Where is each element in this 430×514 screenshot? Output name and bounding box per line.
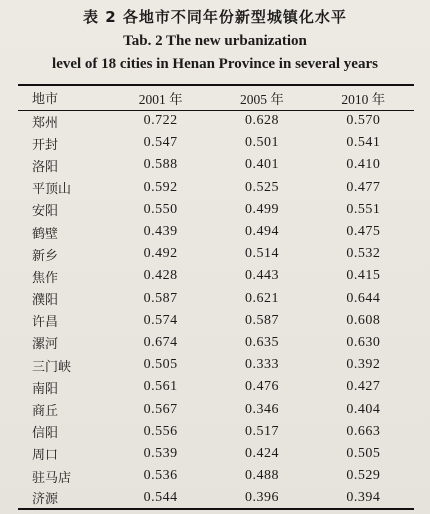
value-2001-cell: 0.428 — [143, 268, 178, 284]
city-cell: 焦作 — [32, 270, 59, 286]
value-2010-cell: 0.415 — [346, 268, 381, 284]
value-2010-cell: 0.630 — [346, 334, 381, 350]
value-2005-cell: 0.514 — [244, 246, 279, 262]
city-cell: 商丘 — [32, 404, 59, 420]
value-2001-cell: 0.588 — [143, 157, 178, 173]
value-2005-cell: 0.494 — [244, 224, 279, 240]
value-2005-cell: 0.396 — [244, 489, 279, 505]
value-2001-cell: 0.567 — [143, 401, 178, 417]
city-cell: 洛阳 — [32, 159, 59, 175]
value-2010-cell: 0.392 — [346, 357, 381, 373]
value-2001-cell: 0.544 — [143, 489, 178, 505]
value-2001-cell: 0.592 — [143, 179, 178, 195]
table-row — [18, 243, 414, 265]
value-2010-cell: 0.532 — [346, 246, 381, 262]
value-2010-cell: 0.427 — [346, 379, 381, 395]
table-title-english-line-2: level of 18 cities in Henan Province in several years — [52, 56, 378, 72]
value-2010-cell: 0.394 — [346, 489, 381, 505]
city-cell: 鹤壁 — [32, 226, 59, 242]
value-2010-cell: 0.410 — [346, 157, 381, 173]
city-cell: 濮阳 — [32, 293, 59, 309]
table-row — [18, 354, 414, 376]
city-cell: 平顶山 — [32, 182, 72, 198]
value-2005-cell: 0.517 — [244, 423, 279, 439]
value-2001-cell: 0.574 — [143, 312, 178, 328]
value-2005-cell: 0.346 — [244, 401, 279, 417]
value-2005-cell: 0.424 — [244, 445, 279, 461]
header-2010: 2010 年 — [341, 91, 386, 107]
value-2010-cell: 0.529 — [346, 468, 381, 484]
table-row — [18, 310, 414, 332]
value-2005-cell: 0.525 — [244, 179, 279, 195]
value-2010-cell: 0.404 — [346, 401, 381, 417]
value-2005-cell: 0.476 — [244, 379, 279, 395]
city-cell: 新乡 — [32, 248, 59, 264]
value-2001-cell: 0.539 — [143, 445, 178, 461]
value-2001-cell: 0.439 — [143, 224, 178, 240]
value-2005-cell: 0.443 — [244, 268, 279, 284]
value-2010-cell: 0.663 — [346, 423, 381, 439]
city-cell: 济源 — [32, 492, 59, 508]
table-row — [18, 132, 414, 154]
value-2005-cell: 0.333 — [244, 357, 279, 373]
table-row — [18, 221, 414, 243]
value-2005-cell: 0.587 — [244, 312, 279, 328]
table-row — [18, 199, 414, 221]
value-2005-cell: 0.401 — [244, 157, 279, 173]
value-2001-cell: 0.722 — [143, 113, 178, 129]
value-2005-cell: 0.488 — [244, 468, 279, 484]
city-cell: 漯河 — [32, 337, 59, 353]
header-2005: 2005 年 — [240, 91, 284, 107]
table-header-row — [18, 85, 414, 110]
table-row — [18, 443, 414, 465]
table-row — [18, 487, 414, 509]
table-row — [18, 421, 414, 443]
table-title-chinese: 表 2 各地市不同年份新型城镇化水平 — [83, 8, 347, 26]
table-row — [18, 332, 414, 354]
table-title-english-line-1: Tab. 2 The new urbanization — [123, 33, 307, 49]
value-2001-cell: 0.550 — [143, 201, 178, 217]
value-2010-cell: 0.644 — [346, 290, 381, 306]
city-cell: 信阳 — [32, 426, 59, 442]
table-row — [18, 465, 414, 487]
table-row — [18, 265, 414, 287]
table-row — [18, 177, 414, 199]
value-2001-cell: 0.556 — [143, 423, 178, 439]
value-2010-cell: 0.505 — [346, 445, 381, 461]
value-2005-cell: 0.499 — [244, 201, 279, 217]
value-2010-cell: 0.541 — [346, 135, 381, 151]
value-2005-cell: 0.501 — [244, 135, 279, 151]
table-row — [18, 288, 414, 310]
value-2010-cell: 0.477 — [346, 179, 381, 195]
value-2001-cell: 0.505 — [143, 357, 178, 373]
table-row — [18, 376, 414, 398]
value-2010-cell: 0.608 — [346, 312, 381, 328]
table-row — [18, 110, 414, 132]
value-2001-cell: 0.674 — [143, 334, 178, 350]
city-cell: 南阳 — [32, 381, 59, 397]
table-row — [18, 398, 414, 420]
city-cell: 三门峡 — [32, 359, 72, 375]
value-2001-cell: 0.547 — [143, 135, 178, 151]
value-2010-cell: 0.570 — [346, 113, 381, 129]
header-2001: 2001 年 — [138, 91, 183, 107]
city-cell: 驻马店 — [32, 470, 72, 486]
city-cell: 郑州 — [32, 115, 59, 131]
header-city: 地市 — [32, 92, 59, 108]
value-2010-cell: 0.475 — [346, 224, 381, 240]
value-2005-cell: 0.635 — [244, 334, 279, 350]
urbanization-table — [18, 84, 414, 510]
value-2001-cell: 0.587 — [143, 290, 178, 306]
city-cell: 安阳 — [32, 204, 59, 220]
city-cell: 开封 — [32, 137, 59, 153]
value-2005-cell: 0.628 — [244, 113, 279, 129]
value-2010-cell: 0.551 — [346, 201, 381, 217]
table-row — [18, 154, 414, 176]
value-2005-cell: 0.621 — [244, 290, 279, 306]
value-2001-cell: 0.561 — [143, 379, 178, 395]
city-cell: 周口 — [32, 448, 59, 464]
value-2001-cell: 0.492 — [143, 246, 178, 262]
value-2001-cell: 0.536 — [143, 468, 178, 484]
city-cell: 许昌 — [32, 315, 59, 331]
